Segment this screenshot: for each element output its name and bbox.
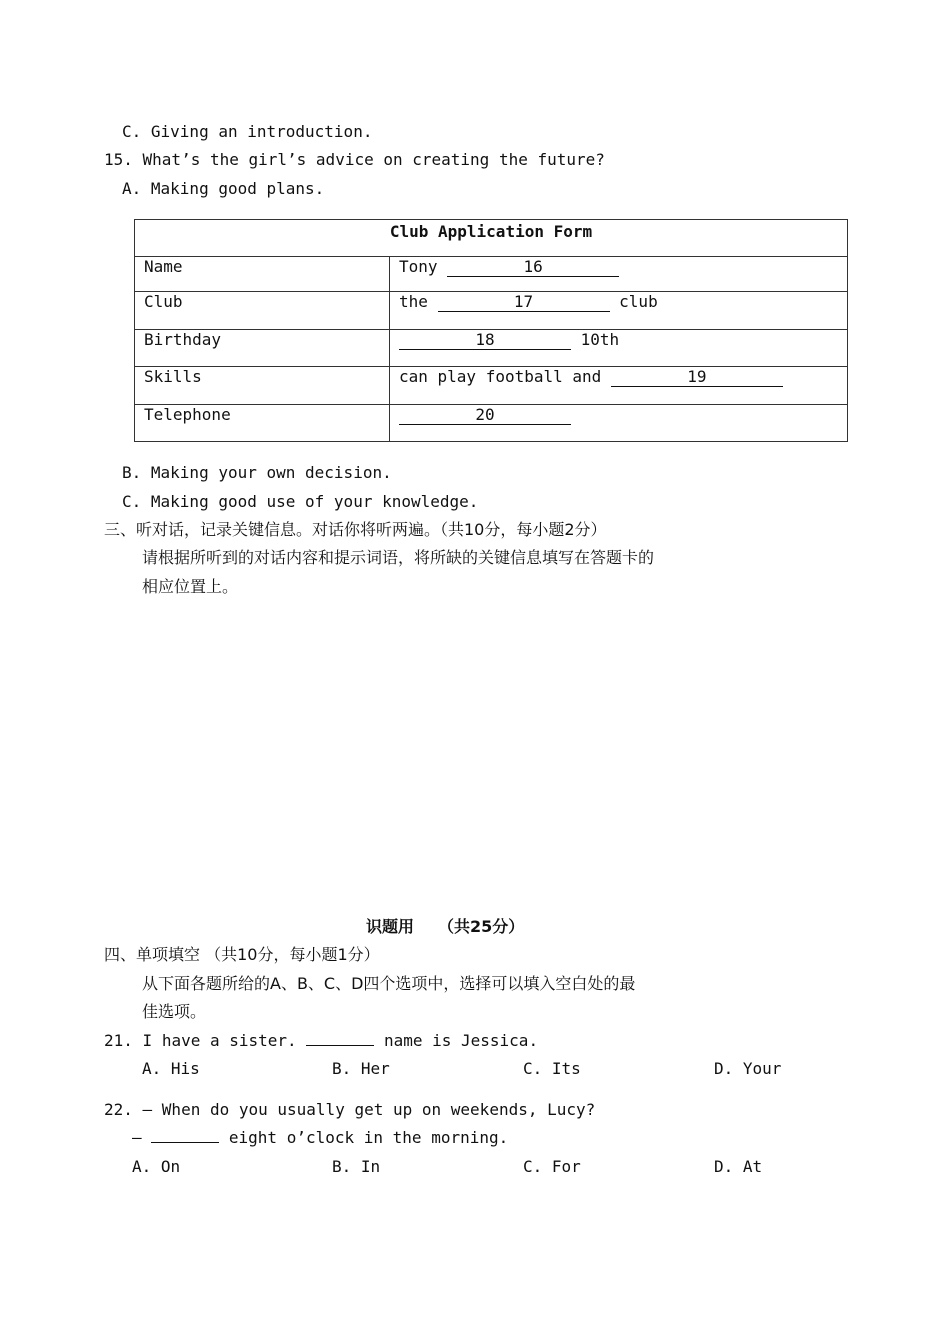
form-row xyxy=(135,405,848,442)
form-value xyxy=(390,405,848,442)
club-application-form xyxy=(134,219,848,442)
q15-option-b: B. Making your own decision. xyxy=(122,463,392,482)
q21-question: 21. I have a sister. name is Jessica. xyxy=(104,1031,539,1050)
answer-blank[interactable]: 19 xyxy=(611,368,783,387)
form-label: Name xyxy=(135,257,390,292)
q22-option-d[interactable]: D. At xyxy=(714,1157,763,1176)
answer-blank[interactable] xyxy=(306,1045,374,1046)
q15-option-a: A. Making good plans. xyxy=(122,179,325,198)
q21-option-c[interactable]: C. Its xyxy=(523,1059,581,1078)
form-row xyxy=(135,257,848,292)
answer-blank[interactable]: 18 xyxy=(399,331,571,350)
answer-blank[interactable]: 17 xyxy=(438,293,610,312)
q22-option-a[interactable]: A. On xyxy=(132,1157,181,1176)
q21-option-b[interactable]: B. Her xyxy=(332,1059,390,1078)
form-label: Club xyxy=(135,292,390,330)
form-row xyxy=(135,292,848,330)
q15-option-c: C. Making good use of your knowledge. xyxy=(122,492,479,511)
part-title: 识题用 （共25分） xyxy=(366,917,525,936)
section4-instruction-cont: 佳选项。 xyxy=(142,1002,207,1021)
form-title: Club Application Form xyxy=(135,220,848,257)
form-row xyxy=(135,367,848,405)
form-label: Telephone xyxy=(135,405,390,442)
answer-blank[interactable]: 16 xyxy=(447,258,619,277)
form-label: Skills xyxy=(135,367,390,405)
section3-instruction: 请根据所听到的对话内容和提示词语，将所缺的关键信息填写在答题卡的 xyxy=(142,548,655,567)
section3-instruction-cont: 相应位置上。 xyxy=(142,577,239,596)
q14-option-c: C. Giving an introduction. xyxy=(122,122,373,141)
q21-option-a[interactable]: A. His xyxy=(142,1059,200,1078)
q22-answer-line: — eight o’clock in the morning. xyxy=(132,1128,509,1147)
q22-option-c[interactable]: C. For xyxy=(523,1157,581,1176)
section4-heading: 四、单项填空 （共10分，每小题1分） xyxy=(104,945,380,964)
q15-question: 15. What’s the girl’s advice on creating the future? xyxy=(104,150,605,169)
q22-option-b[interactable]: B. In xyxy=(332,1157,381,1176)
form-value: can play football and 19 xyxy=(390,367,848,405)
section3-heading: 三、听对话，记录关键信息。对话你将听两遍。（共10分，每小题2分） xyxy=(104,520,607,539)
form-value: Tony 16 xyxy=(390,257,848,292)
q21-option-d[interactable]: D. Your xyxy=(714,1059,782,1078)
form-row xyxy=(135,330,848,367)
q22-question: 22. — When do you usually get up on weekends, Lucy? xyxy=(104,1100,596,1119)
answer-blank[interactable]: 20 xyxy=(399,406,571,425)
form-value: 18 10th xyxy=(390,330,848,367)
answer-blank[interactable] xyxy=(151,1142,219,1143)
form-value: the 17 club xyxy=(390,292,848,330)
form-label: Birthday xyxy=(135,330,390,367)
section4-instruction: 从下面各题所给的A、B、C、D四个选项中，选择可以填入空白处的最 xyxy=(142,974,636,993)
